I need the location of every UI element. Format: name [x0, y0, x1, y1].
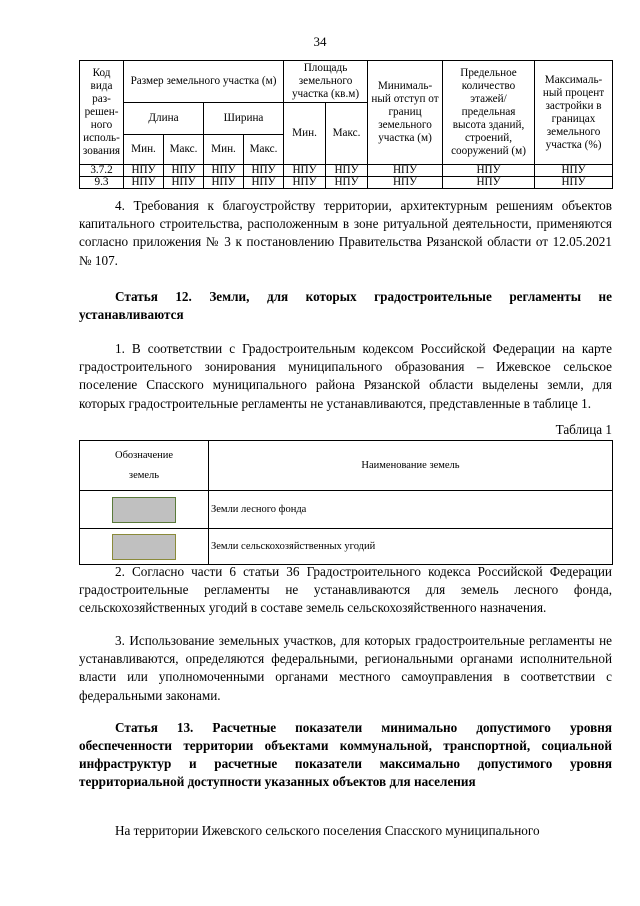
article-12-heading: Статья 12. Земли, для которых градостроительные регламенты не устанавливаются: [79, 289, 612, 322]
table-row: [80, 529, 613, 565]
row-code: 3.7.2: [80, 165, 124, 177]
table-1-caption: Таблица 1: [555, 422, 612, 437]
table-cell: НПУ: [164, 165, 204, 177]
lands-table: [79, 440, 613, 565]
land-name: Земли сельскохозяйственных угодий: [209, 529, 613, 565]
table-row: [80, 491, 613, 529]
table-cell: НПУ: [443, 177, 535, 189]
agricultural-land-swatch: [112, 534, 176, 560]
header-symbol: Обозначение земель: [80, 441, 209, 491]
legend-cell: [80, 491, 209, 529]
header-width-min: Мин.: [204, 135, 244, 165]
table-cell: НПУ: [164, 177, 204, 189]
article-13-heading: Статья 13. Расчетные показатели минимально допустимого уровня обеспеченности территории объектами коммунальной, транспортной, социальной инфраструктур и расчетные показатели максимально допустимого уровня территориальной доступности указанных объектов для населения: [79, 720, 612, 789]
table-row: [80, 177, 613, 189]
table-cell: НПУ: [284, 177, 326, 189]
article-12-paragraph-1: 1. В соответствии с Градостроительным кодексом Российской Федерации на карте градостроительного зонирования муниципального образования – Ижевское сельское поселение Спасского муниципального района Рязанской области выделены земли, для которых градостроительные регламенты не устанавливаются, представленные в таблице 1.: [79, 341, 612, 411]
page-number: 34: [313, 34, 327, 49]
table-cell: НПУ: [284, 165, 326, 177]
table-cell: НПУ: [244, 165, 284, 177]
table-cell: НПУ: [204, 177, 244, 189]
header-length: Длина: [124, 103, 204, 135]
header-code: Код вида раз-решен-ного исполь-зования: [80, 61, 124, 165]
header-length-max: Макс.: [164, 135, 204, 165]
land-name: Земли лесного фонда: [209, 491, 613, 529]
table-cell: НПУ: [535, 177, 613, 189]
table-cell: НПУ: [368, 177, 443, 189]
legend-cell: [80, 529, 209, 565]
table-cell: НПУ: [443, 165, 535, 177]
table-cell: НПУ: [124, 165, 164, 177]
table-cell: НПУ: [244, 177, 284, 189]
table-cell: НПУ: [326, 177, 368, 189]
header-setback: Минималь-ный отступ от границ земельного участка (м): [368, 61, 443, 165]
row-code: 9.3: [80, 177, 124, 189]
header-floors: Предельное количество этажей/ предельная высота зданий, строений, сооружений (м): [443, 61, 535, 165]
article-12-paragraph-3: 3. Использование земельных участков, для которых градостроительные регламенты не устанавливаются, определяются федеральными, региональными органами исполнительной власти или уполномоченными органами местного самоуправления в соответствии с федеральными законами.: [79, 633, 612, 703]
header-area-min: Мин.: [284, 103, 326, 165]
header-area: Площадь земельного участка (кв.м): [284, 61, 368, 103]
regulations-table: [79, 60, 613, 189]
forest-land-swatch: [112, 497, 176, 523]
table-cell: НПУ: [535, 165, 613, 177]
header-coverage: Максималь-ный процент застройки в границах земельного участка (%): [535, 61, 613, 165]
table-cell: НПУ: [204, 165, 244, 177]
table-row: [80, 165, 613, 177]
header-width-max: Макс.: [244, 135, 284, 165]
header-size: Размер земельного участка (м): [124, 61, 284, 103]
article-12-paragraph-2: 2. Согласно части 6 статьи 36 Градостроительного кодекса Российской Федерации градостроительные регламенты не устанавливаются для земель лесного фонда, сельскохозяйственных угодий в составе земель сельскохозяйственного назначения.: [79, 564, 612, 616]
table-cell: НПУ: [326, 165, 368, 177]
header-width: Ширина: [204, 103, 284, 135]
header-length-min: Мин.: [124, 135, 164, 165]
table-cell: НПУ: [124, 177, 164, 189]
header-area-max: Макс.: [326, 103, 368, 165]
paragraph-4: 4. Требования к благоустройству территории, архитектурным решениям объектов капитального строительства, расположенным в зоне ритуальной деятельности, применяются согласно приложения № 3 к постановлению Правительства Рязанской области от 12.05.2021 № 107.: [79, 198, 612, 268]
header-name: Наименование земель: [209, 441, 613, 491]
table-cell: НПУ: [368, 165, 443, 177]
article-13-paragraph-1: На территории Ижевского сельского поселения Спасского муниципального: [115, 823, 540, 838]
